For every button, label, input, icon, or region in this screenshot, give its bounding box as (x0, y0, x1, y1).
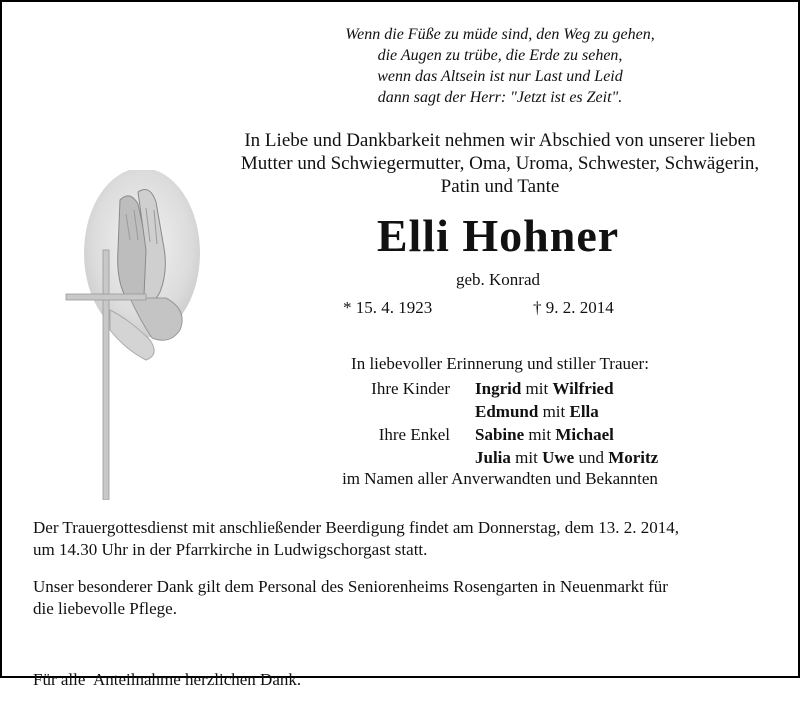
poem-line: wenn das Altsein ist nur Last und Leid (377, 68, 623, 85)
thanks-line: die liebevolle Pflege. (33, 599, 177, 618)
relatives-names (475, 377, 614, 400)
children-label: Ihre Kinder (371, 379, 450, 398)
relative-name: Moritz (608, 448, 659, 467)
birth-date: * 15. 4. 1923 (343, 298, 433, 317)
relatives-names (475, 446, 658, 469)
intro-line: Patin und Tante (440, 176, 560, 197)
conjunction: mit (525, 379, 549, 398)
thanks-notice (33, 576, 783, 620)
relative-name: Wilfried (552, 379, 614, 398)
conjunction: mit (515, 448, 538, 467)
intro-line: In Liebe und Dankbarkeit nehmen wir Abschied von unserer lieben (244, 130, 756, 151)
conjunction: mit (542, 402, 566, 421)
intro-text (200, 129, 800, 198)
relative-name: Sabine (475, 425, 525, 444)
poem (300, 24, 700, 108)
poem-line: die Augen zu trübe, die Erde zu sehen, (377, 47, 623, 64)
final-thanks (33, 625, 783, 713)
relative-name: Ingrid (475, 379, 522, 398)
poem-line: Wenn die Füße zu müde sind, den Weg zu gehen, (345, 26, 655, 43)
death-date: † 9. 2. 2014 (533, 298, 614, 317)
praying-hands-cross-icon (60, 170, 210, 500)
relatives-names (475, 400, 599, 423)
conjunction: mit (528, 425, 552, 444)
mourners-closing: im Namen aller Anverwandten und Bekannten (342, 469, 658, 488)
grandchildren-label: Ihre Enkel (378, 425, 450, 444)
conjunction: und (578, 448, 604, 467)
intro-line: Mutter und Schwiegermutter, Oma, Uroma, Schwester, Schwägerin, (240, 153, 760, 174)
service-line: Der Trauergottesdienst mit anschließender Beerdigung findet am Donnerstag, dem 13. 2. 2014, (33, 518, 680, 537)
relative-name: Michael (555, 425, 614, 444)
birth-name: geb. Konrad (455, 270, 541, 289)
deceased-name: Elli Hohner (376, 210, 620, 261)
relative-name: Edmund (475, 402, 539, 421)
thanks-line: Unser besonderer Dank gilt dem Personal des Seniorenheims Rosengarten in Neuenmarkt für (33, 577, 668, 596)
relative-name: Uwe (542, 448, 575, 467)
service-notice (33, 517, 783, 561)
relatives-names (475, 423, 614, 446)
relative-name: Julia (475, 448, 511, 467)
final-line: Für alle Anteilnahme herzlichen Dank. (33, 670, 302, 689)
relative-name: Ella (569, 402, 599, 421)
service-line: um 14.30 Uhr in der Pfarrkirche in Ludwigschorgast statt. (33, 540, 428, 559)
mourners-heading: In liebevoller Erinnerung und stiller Trauer: (351, 354, 649, 373)
poem-line: dann sagt der Herr: "Jetzt ist es Zeit". (377, 89, 623, 106)
